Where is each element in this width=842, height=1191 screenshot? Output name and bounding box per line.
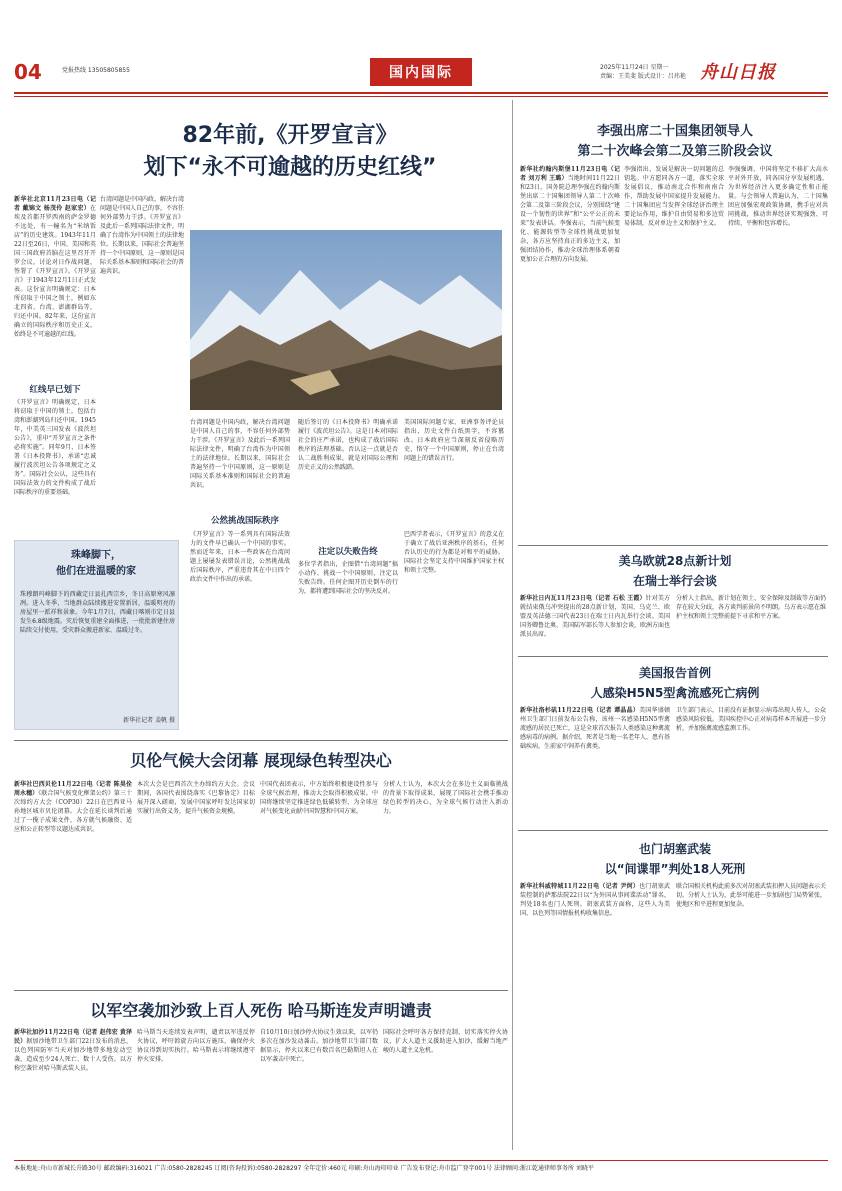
right-mid-headline-line2: 在瑞士举行会谈 xyxy=(632,574,717,588)
right-mid-col1-body: 针对美方就结束俄乌冲突提出的28点新计划，美国、乌克兰、欧盟及英法德三国代表23日在瑞士日内瓦举行会谈。美国国务卿鲁比奥、美国陆军部长等人参加会谈，欧洲方面也派员出席。 xyxy=(520,595,670,638)
lead-col2: 台湾问题是中国内政，解决台湾问题是中国人自己的事，不容任何外部势力干涉。《开罗宣言》及此后一系列国际法律文件，明确了台湾作为中国领土的法律地位。长期以来，国际社会普遍坚持一个中国原则，这一原则是国际关系基本准则和国际社会的普遍共识。 xyxy=(100,196,184,275)
lead-col2b-top: 台湾问题是中国内政，解决台湾问题是中国人自己的事，不容任何外部势力干涉。《开罗宣言》及此后一系列国际法律文件，明确了台湾作为中国领土的法律地位。长期以来，国际社会普遍坚持一个中国原则，这一原则是国际关系基本准则和国际社会的普遍共识。 xyxy=(190,419,290,489)
page-number: 04 xyxy=(14,60,42,84)
bottom-headline: 以军空袭加沙致上百人死伤 哈马斯连发声明谴责 xyxy=(90,1001,432,1020)
right-top-byline: 新华社约翰内斯堡11月23日电（记者 刘万利 王璐） xyxy=(520,166,620,182)
right-mid2-col1-body: 美国华盛顿州卫生部门日前发布公告称，该州一名感染H5N5型禽流感的居民已死亡，这是全球首次报告人类感染这种禽流感病毒的病例。据介绍，死者是当地一名老年人，患有基础疾病，生前家中饲养有禽类。 xyxy=(520,707,670,750)
right-top-col2: 李强指出，发展是解决一切问题的总钥匙。中方愿同各方一道，落实全球发展倡议，推动南北合作和南南合作，帮助发展中国家提升发展能力。二十国集团应当发挥全球经济治理主要论坛作用，维护自由贸易和多边贸易体制，反对单边主义和保护主义。 xyxy=(624,166,724,227)
right-top-col1 xyxy=(520,165,620,540)
right-divider-3 xyxy=(518,830,828,831)
lead-col1-body: 在埃及首都开罗西南的萨金罗德不远处，有一幢名为“米纳饭店”的历史建筑。1943年11月22日至26日，中国、美国和英国三国政府首脑在这里召开开罗会议，讨论对日作战问题，签署了《开罗宣言》。《开罗宣言》于1943年12月1日正式发表。这份宣言明确规定：日本所窃取于中国之领土，例如东北四省、台湾、澎湖群岛等，归还中国。82年来，这份宣言确立的国际秩序和历史正义，始终是不可逾越的红线。 xyxy=(14,205,96,338)
right-mid-col2: 分析人士指出，新计划在领土、安全保障及制裁等方面仍存在较大分歧，各方谈判前景尚不明朗。乌方表示愿在维护主权和领土完整前提下寻求和平方案。 xyxy=(676,595,826,620)
bottom-divider xyxy=(14,990,508,991)
right-divider-1 xyxy=(518,545,828,546)
lead-col3b: 多位学者指出，企图借“台湾问题”搞小动作、挑战一个中国原则，注定以失败告终。任何企图开历史倒车的行为，都将遭到国际社会的坚决反对。 xyxy=(298,561,398,595)
mid-headline: 贝伦气候大会闭幕 展现绿色转型决心 xyxy=(130,751,392,770)
lead-col1 xyxy=(14,195,96,375)
lead-headline-line1: 82年前,《开罗宣言》 xyxy=(182,123,398,148)
right-mid2-byline: 新华社洛杉矶11月22日电（记者 谭晶晶） xyxy=(520,707,640,714)
date-editors xyxy=(600,63,686,81)
section-title: 国内国际 xyxy=(370,58,472,86)
lead-col4: 美国国际问题专家、亚洲事务评论员指出，历史文件白纸黑字，不容篡改。日本政府应当深刻反省侵略历史，恪守一个中国原则，停止在台湾问题上的错误言行。 xyxy=(404,419,504,462)
right-mid-byline: 新华社日内瓦11月23日电（记者 石松 王霞） xyxy=(520,595,646,602)
lead-subhead2: 公然挑战国际秩序 xyxy=(210,516,279,526)
right-bottom-col1-body: 也门胡塞武装控制的萨那法院22日以“为外国从事间谍活动”罪名，判处18名也门人死刑。胡塞武装方面称，这些人为美国、以色列等国情报机构收集信息。 xyxy=(520,883,670,917)
mid-col1 xyxy=(14,780,132,980)
right-bottom-col2: 联合国相关机构此前多次对胡塞武装扣押人员问题表示关切。分析人士认为，此举可能进一步加剧也门局势紧张，使地区和平进程更加复杂。 xyxy=(676,883,826,908)
lead-subhead3: 注定以失败告终 xyxy=(318,547,378,557)
bottom-col2: 哈马斯当天连续发表声明，谴责以军违反停火协议，呼吁斡旋方向以方施压，确保停火协议得到切实执行。哈马斯表示将继续遵守停火安排。 xyxy=(137,1029,255,1063)
mid-col1-body: 《联合国气候变化框架公约》第三十次缔约方大会（COP30）22日在巴西亚马孙地区城市贝伦闭幕。大会在延长谈判后通过了一揽子成果文件，各方就气候融资、适应和公正转型等议题达成共识。 xyxy=(14,790,132,833)
sidebar-title-line2: 他们在进温暖的家 xyxy=(56,566,136,577)
masthead-rule-thin xyxy=(14,96,828,97)
lead-col1b: 《开罗宣言》明确规定，日本将窃取于中国的领土，包括台湾和澎湖列岛归还中国。1945年，中美英三国发表《波茨坦公告》，重申“开罗宣言之条件必将实施”。同年9月，日本签署《日本投降书》，承诺“忠诚履行波茨坦公告各项规定之义务”。国际社会公认，这些具有国际法效力的文件构成了战后国际秩序的重要基础。 xyxy=(14,399,96,496)
sidebar-title xyxy=(16,548,176,580)
lead-byline: 新华社北京11月23日电（记者 戴锦文 杨茂伶 赵家宏） xyxy=(14,196,96,212)
mountain-photo-icon xyxy=(190,230,502,410)
right-mid-headline-line1: 美乌欧就28点新计划 xyxy=(618,554,732,568)
sidebar-credit: 新华社记者 姜帆 摄 xyxy=(123,717,175,724)
editors-line: 责编：王美斐 版式设计：吕玮艳 xyxy=(600,73,686,80)
sidebar-caption: 珠穆朗玛峰脚下的西藏定日县扎西宗乡，冬日高原寒风凛冽。进入冬季，当地群众陆续搬进安置新居，温暖明亮的房屋里一派祥和景象。今年1月7日，西藏日喀则市定日县发生6.8级地震。灾后恢复重建全面推进，一批批新建住房陆续交付使用，受灾群众搬进新家、温暖过冬。 xyxy=(20,591,175,634)
right-top-headline-line1: 李强出席二十国集团领导人 xyxy=(596,124,753,139)
footer-info: 本报地址:舟山市新城长升路30号 邮政编码:316021 广告:0580-2828245 订阅(咨询投诉):0580-2828297 全年定价:460元 印刷:舟山海印印业 广告发布登记:舟市监广登字001号 法律顾问:浙江乾通律师事务所 刘晓平 xyxy=(14,1160,828,1174)
right-bottom-headline-line2: 以“间谍罪”判处18人死刑 xyxy=(604,862,746,876)
lead-headline-line2: 划下“永不可逾越的历史红线” xyxy=(143,155,437,180)
right-bottom-byline: 新华社科威特城11月22日电（记者 尹炣） xyxy=(520,883,640,890)
right-top-headline-line2: 第二十次峰会第二及第三阶段会议 xyxy=(577,144,773,159)
right-top-col3: 李强强调，中国将坚定不移扩大高水平对外开放，同各国分享发展机遇，为世界经济注入更多确定性和正能量。与会领导人普遍认为，二十国集团应加强宏观政策协调，携手应对共同挑战，推动世界经济实现强劲、可持续、平衡和包容增长。 xyxy=(728,166,828,227)
bottom-col3: 自10月10日加沙停火协议生效以来，以军仍多次在加沙发动袭击。加沙地带卫生部门数据显示，停火以来已有数百名巴勒斯坦人在以军袭击中死亡。 xyxy=(260,1029,378,1063)
right-divider-2 xyxy=(518,656,828,657)
duty-hotline: 党报热线 13505805855 xyxy=(62,67,130,74)
mid-col3: 中国代表团表示，中方始终积极建设性参与全球气候治理，推动大会取得积极成果。中国将继续坚定推进绿色低碳转型，为全球应对气候变化贡献中国智慧和中国方案。 xyxy=(260,781,378,815)
mid-divider xyxy=(14,740,508,741)
right-mid2-headline-line1: 美国报告首例 xyxy=(638,666,711,680)
bottom-col1 xyxy=(14,1028,132,1153)
lead-col4b: 巴西学者表示，《开罗宣言》的意义在于确立了战后亚洲秩序的基石，任何否认历史的行为都是对和平的威胁。国际社会坚定支持中国维护国家主权和领土完整。 xyxy=(404,531,504,574)
lead-col3: 随后签订的《日本投降书》明确承诺履行《波茨坦公告》。这是日本对国际社会的庄严承诺，也构成了战后国际秩序的法理基础。否认这一点就是否认二战胜利成果，就是对国际公理和历史正义的公然践踏。 xyxy=(298,419,398,471)
mid-byline: 新华社巴西贝伦11月22日电（记者 陈昊佺 周永穗） xyxy=(14,781,132,797)
right-mid2-headline-line2: 人感染H5N5型禽流感死亡病例 xyxy=(590,686,760,700)
right-top-col1-body: 当地时间11月22日和23日，国务院总理李强在约翰内斯堡出席二十国集团领导人第二十次峰会第二及第三阶段会议，分别围绕“建设一个韧性的世界”和“公平公正的未来”发表讲话。李强表示，当前气候变化、能源转型等全球性挑战更加复杂，各方应坚持真正的多边主义，加强团结协作，推动全球治理体系朝着更加公正合理的方向发展。 xyxy=(520,175,620,263)
mid-col4: 分析人士认为，本次大会在多边主义面临挑战的背景下取得成果，展现了国际社会携手推动绿色转型的决心，为全球气候行动注入新动力。 xyxy=(383,781,508,815)
mid-col2: 本次大会是巴西首次主办缔约方大会。会议期间，各国代表围绕落实《巴黎协定》目标展开深入磋商，发展中国家呼吁发达国家切实履行出资义务，提升气候资金规模。 xyxy=(137,781,255,815)
lead-col2b: 《开罗宣言》等一系列具有国际法效力的文件早已确认一个中国的事实。然而近年来，日本一些政客在台湾问题上屡屡发表错误言论，公然挑战战后国际秩序，严重违背其在中日四个政治文件中作出的承诺。 xyxy=(190,531,290,583)
lead-subhead1: 红线早已划下 xyxy=(29,385,81,395)
right-mid-col1 xyxy=(520,594,670,654)
bottom-col1-body: 据加沙地带卫生部门22日发布的消息，以色列国防军当天对加沙地带多地发动空袭，造成至少24人死亡、数十人受伤。以方称空袭针对哈马斯武装人员。 xyxy=(14,1038,132,1072)
column-divider xyxy=(512,100,513,1150)
right-bottom-col1 xyxy=(520,882,670,1152)
bottom-byline: 新华社加沙11月22日电（记者 赵伟宏 黄泽民） xyxy=(14,1029,132,1045)
right-bottom-headline-line1: 也门胡塞武装 xyxy=(638,842,711,856)
bottom-col4: 国际社会呼吁各方保持克制，切实落实停火协议，扩大人道主义援助进入加沙，缓解当地严峻的人道主义危机。 xyxy=(383,1029,508,1054)
masthead-rule xyxy=(14,92,828,94)
newspaper-logo: 舟山日报 xyxy=(700,62,776,83)
sidebar-title-line1: 珠峰脚下， xyxy=(71,550,121,561)
lead-photo xyxy=(190,230,502,410)
right-mid2-col1 xyxy=(520,706,670,826)
date-line: 2025年11月24日 星期一 xyxy=(600,64,669,71)
right-mid2-col2: 卫生部门表示，目前没有证据显示病毒出现人传人，公众感染风险较低。美国疾控中心正对病毒样本开展进一步分析，并加强禽流感监测工作。 xyxy=(676,707,826,732)
